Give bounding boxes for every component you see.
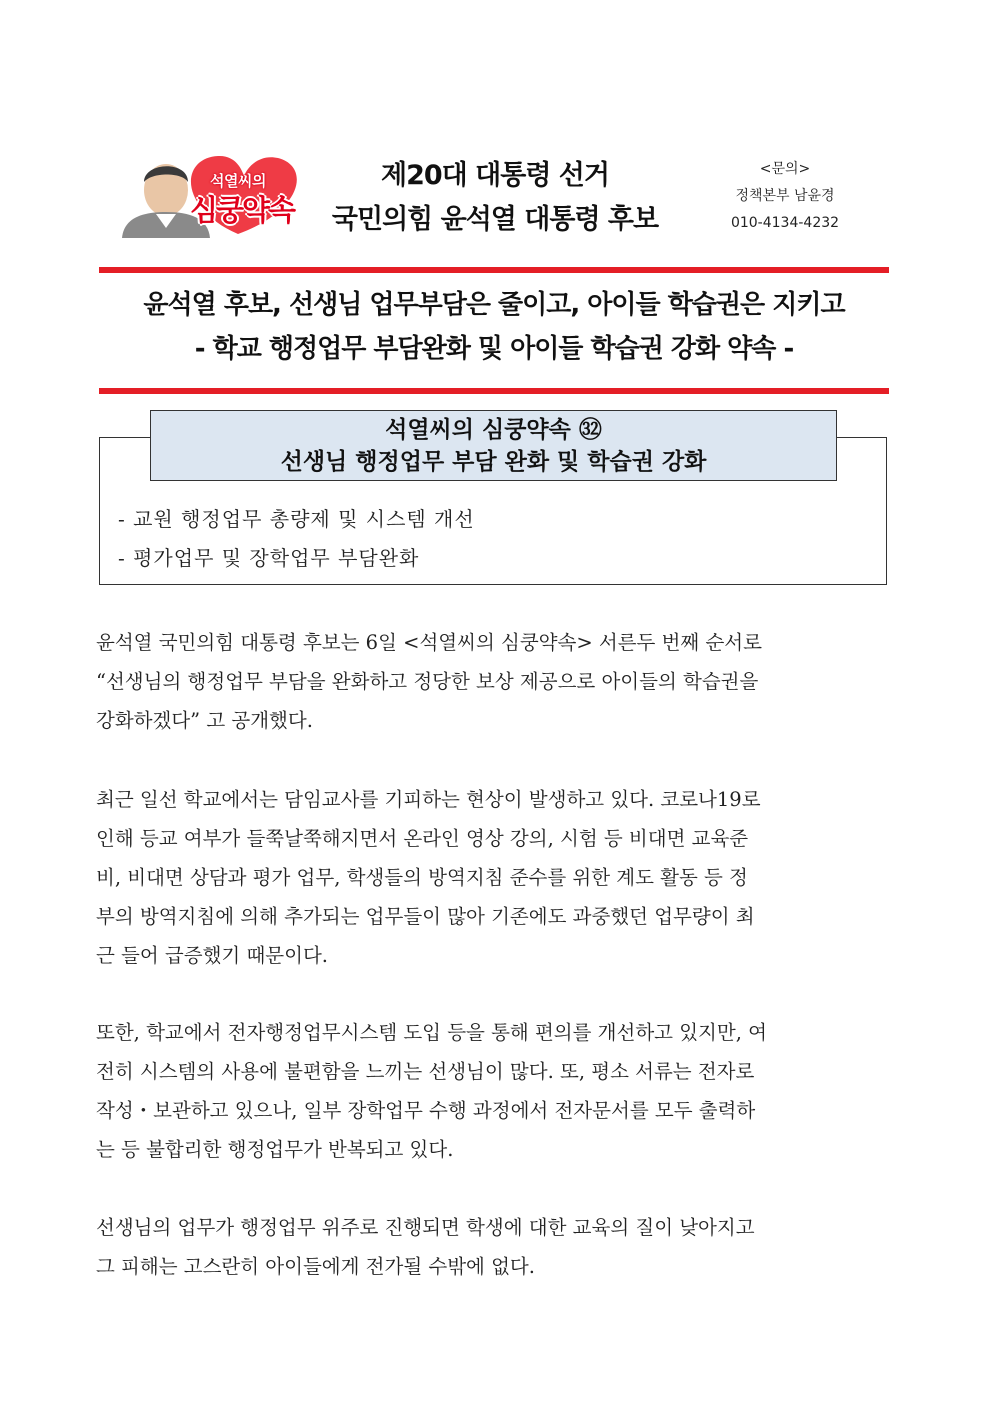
pledge-box-title (150, 410, 837, 481)
pledge-item: - 평가업무 및 장학업무 부담완화 (118, 546, 420, 570)
paragraph-1 (96, 623, 896, 740)
paragraph-4 (96, 1208, 896, 1286)
paragraph-3 (96, 1013, 896, 1169)
logo-big-text: 심쿵약속 (190, 193, 295, 227)
paragraph-line: 근 들어 급증했기 때문이다. (96, 944, 329, 967)
headline (99, 283, 889, 371)
paragraph-line: 작성・보관하고 있으나, 일부 장학업무 수행 과정에서 전자문서를 모두 출력하 (96, 1099, 756, 1122)
headline-sub: - 학교 행정업무 부담완화 및 아이들 학습권 강화 약속 - (194, 334, 794, 364)
paragraph-line: 선생님의 업무가 행정업무 위주로 진행되면 학생에 대한 교육의 질이 낮아지고 (96, 1216, 755, 1239)
pledge-item: - 교원 행정업무 총량제 및 시스템 개선 (118, 507, 475, 531)
pledge-item-list (118, 500, 475, 578)
press-release-header (110, 142, 890, 242)
election-title (315, 154, 675, 242)
contact-phone: 010-4134-4232 (730, 215, 840, 231)
paragraph-line: 최근 일선 학교에서는 담임교사를 기피하는 현상이 발생하고 있다. 코로나19로 (96, 788, 761, 811)
paragraph-line: 윤석열 국민의힘 대통령 후보는 6일 <석열씨의 심쿵약속> 서른두 번째 순서로 (96, 631, 762, 654)
paragraph-line: 인해 등교 여부가 들쭉날쭉해지면서 온라인 영상 강의, 시험 등 비대면 교육준 (96, 827, 749, 850)
campaign-logo (118, 148, 310, 238)
paragraph-line: 그 피해는 고스란히 아이들에게 전가될 수밖에 없다. (96, 1255, 535, 1278)
bottom-red-divider (99, 388, 889, 394)
paragraph-line: 부의 방역지침에 의해 추가되는 업무들이 많아 기존에도 과중했던 업무량이 최 (96, 905, 755, 928)
pledge-title-line1: 석열씨의 심쿵약속 ㉜ (385, 417, 602, 443)
contact-department: 정책본부 남윤경 (735, 188, 835, 204)
paragraph-line: 비, 비대면 상담과 평가 업무, 학생들의 방역지침 준수를 위한 계도 활동 등 정 (96, 866, 748, 889)
election-title-line1: 제20대 대통령 선거 (381, 160, 609, 191)
paragraph-line: 또한, 학교에서 전자행정업무시스템 도입 등을 통해 편의를 개선하고 있지만, 여 (96, 1021, 767, 1044)
paragraph-2 (96, 780, 896, 975)
contact-label: <문의> (759, 161, 811, 177)
contact-info (690, 156, 880, 237)
election-title-line2: 국민의힘 윤석열 대통령 후보 (331, 204, 659, 235)
paragraph-line: 강화하겠다” 고 공개했다. (96, 709, 313, 732)
paragraph-line: “선생님의 행정업무 부담을 완화하고 정당한 보상 제공으로 아이들의 학습권을 (96, 670, 759, 693)
pledge-title-line2: 선생님 행정업무 부담 완화 및 학습권 강화 (280, 449, 707, 475)
headline-main: 윤석열 후보, 선생님 업무부담은 줄이고, 아이들 학습권은 지키고 (143, 290, 845, 320)
paragraph-line: 전히 시스템의 사용에 불편함을 느끼는 선생님이 많다. 또, 평소 서류는 전자로 (96, 1060, 755, 1083)
logo-small-text: 석열씨의 (210, 172, 266, 190)
paragraph-line: 는 등 불합리한 행정업무가 반복되고 있다. (96, 1138, 454, 1161)
top-red-divider (99, 267, 889, 273)
